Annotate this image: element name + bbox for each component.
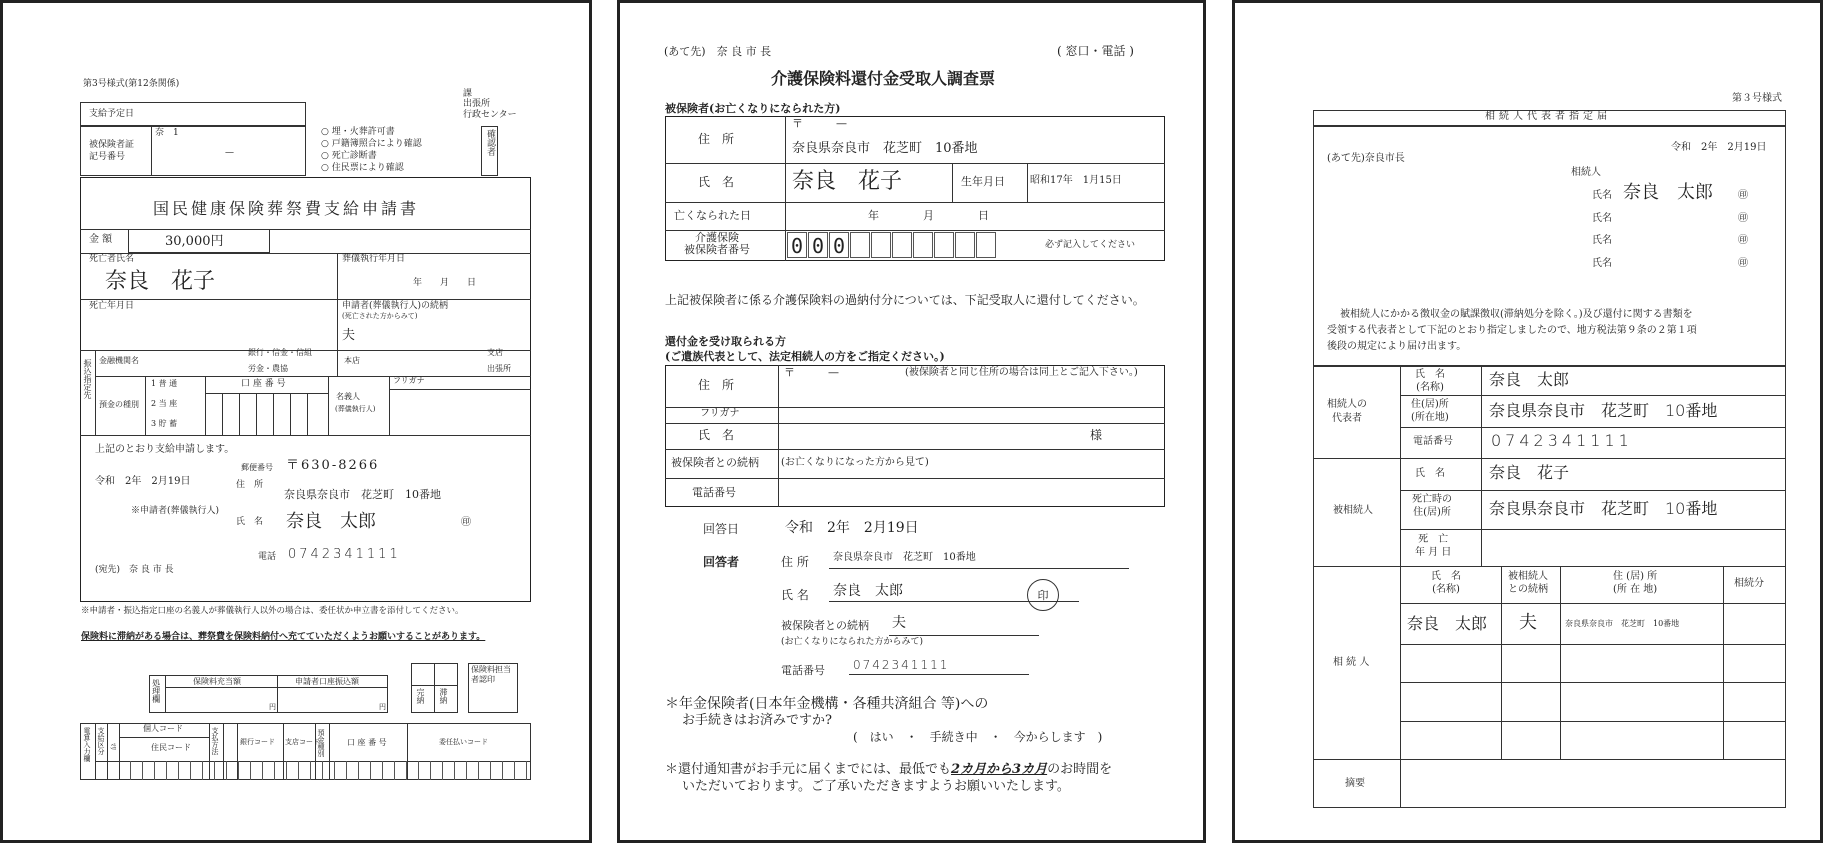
heir-row-name[interactable]: 奈良 太郎 (1407, 614, 1488, 633)
col-relation: 被相続人 との続柄 (1508, 571, 1548, 595)
addressee: (宛先) 奈 良 市 長 (95, 565, 174, 575)
bottom-h-class: 支給区分 (97, 727, 105, 755)
refund-note-1: ＊還付通知書がお手元に届くまでには、最低でも2カ月から3カ月のお時間を (665, 762, 1113, 777)
processing-label: 処理欄 (151, 679, 161, 703)
care-no-digit: 0 (808, 232, 828, 258)
addressee: (あて先) 奈 良 市 長 (664, 45, 772, 58)
care-no-digit: 0 (829, 232, 849, 258)
rep-label: 相続人の 代表者 (1327, 399, 1367, 424)
insured-heading: 被保険者(お亡くなりになられた方) (665, 102, 841, 115)
form-title: 国民健康保険葬祭費支給申請書 (153, 199, 420, 218)
furigana-label: フリガナ (393, 376, 425, 385)
sama: 様 (1090, 428, 1103, 442)
rec-name-label: 氏 名 (698, 428, 735, 442)
heir-name-label-2: 氏名 (1592, 213, 1612, 224)
rep-name-label: 氏 名 (名称) (1415, 369, 1445, 393)
transfer-label: 振込指定先 (83, 359, 92, 399)
bottom-h-delegate: 委任払いコード (439, 738, 488, 746)
check-burial[interactable]: ○ 埋・火葬許可書 (321, 127, 395, 137)
refund-statement: 上記被保険者に係る介護保険料の過納付分については、下記受取人に還付してください。 (665, 293, 1145, 307)
rec-phone-label: 電話番号 (692, 486, 736, 499)
insured-id-label: 被保険者証 記号番号 (89, 140, 135, 162)
pay-date-label: 支給予定日 (89, 109, 135, 119)
death-date[interactable]: 年 月 日 (868, 209, 989, 222)
yen-2: 円 (379, 703, 386, 711)
form-title: 相続人代表者指定届 (1485, 111, 1611, 122)
bottom-h-account: 口 座 番 号 (347, 738, 387, 747)
form-heir-representative (1232, 0, 1823, 843)
account-type-2[interactable]: 2 当 座 (151, 399, 178, 408)
holder-label: 名義人 (336, 392, 360, 401)
branch-office[interactable]: 出張所 (487, 364, 511, 373)
name-label: 氏 名 (236, 517, 264, 527)
address-label: 住 所 (698, 132, 735, 146)
bottom-h-payment: 支払方法 (211, 727, 219, 755)
col-address: 住 (居) 所 (所 在 地) (1613, 571, 1658, 595)
ans-address-label: 住 所 (781, 555, 809, 569)
ans-relation[interactable]: 夫 (892, 615, 906, 631)
seal-2: ㊞ (1738, 213, 1748, 224)
seal-circle: 印 (1027, 579, 1059, 611)
bottom-h-personal: 個人コード (143, 724, 183, 733)
rec-address-label: 住 所 (698, 378, 735, 392)
apply-date[interactable]: 令和 2年 2月19日 (95, 476, 191, 487)
check-resident[interactable]: ○ 住民票により確認 (321, 163, 404, 173)
ans-name[interactable]: 奈良 太郎 (833, 583, 903, 599)
charge-label: 保険料担当者認印 (471, 665, 511, 684)
amount-value: 30,000円 (165, 234, 224, 249)
applicant-relation[interactable]: 夫 (342, 328, 356, 343)
same-address-note: (被保険者と同じ住所の場合は同上とご記入下さい。) (905, 367, 1138, 378)
proc-col-1: 保険料充当額 (193, 677, 241, 686)
col-share: 相続分 (1734, 578, 1764, 589)
heir-name-1[interactable]: 奈良 太郎 (1623, 182, 1713, 203)
postal-mark[interactable]: 〒 — (792, 117, 847, 130)
rep-address-label: 住(居)所 (所在地) (1411, 399, 1449, 423)
bottom-h-resident: 住民コード (151, 743, 191, 752)
bank-label: 金融機関名 (99, 356, 139, 365)
deceased-name-label: 死亡者氏名 (89, 254, 135, 264)
rep-name[interactable]: 奈良 太郎 (1489, 370, 1570, 389)
ans-phone[interactable]: 0742341111 (853, 658, 950, 672)
account-no-label: 口 座 番 号 (241, 379, 286, 389)
form-funeral-expense (0, 0, 592, 843)
body-line-2: 受領する代表者として下記のとおり指定しましたので、地方税法第９条の２第１項 (1327, 325, 1697, 336)
ans-relation-label: 被保険者との続柄 (781, 619, 869, 632)
account-type-1[interactable]: 1 普 通 (151, 379, 178, 388)
pension-question-1: ＊年金保険者(日本年金機構・各種共済組合 等)への (665, 696, 989, 712)
rec-furigana-label: フリガナ (700, 408, 740, 419)
rec-postal-mark[interactable]: 〒 — (784, 366, 839, 379)
yen-1: 円 (269, 703, 276, 711)
applicant-relation-note: (死亡された方からみて) (342, 312, 418, 320)
must-fill-note: 必ず記入してください (1045, 240, 1136, 250)
form-title: 介護保険料還付金受取人調査票 (771, 69, 996, 88)
form-care-insurance-refund (617, 0, 1206, 843)
death-label: 亡くなられた日 (674, 209, 751, 222)
holder-note: (葬儀執行人) (335, 405, 376, 413)
heir-name-label-1: 氏名 (1592, 190, 1612, 201)
phone-label: 電話 (258, 552, 277, 562)
check-death-cert[interactable]: ○ 死亡診断書 (321, 151, 377, 161)
pension-options[interactable]: ( はい ・ 手続き中 ・ 今からします ) (853, 730, 1103, 744)
heir-name-label-3: 氏名 (1592, 235, 1612, 246)
bank-types-2[interactable]: 労金・農協 (248, 364, 288, 373)
insured-address[interactable]: 奈良県奈良市 花芝町 10番地 (792, 141, 978, 156)
heirs-label: 相 続 人 (1333, 657, 1370, 668)
dec-name-label: 氏 名 (1415, 468, 1445, 479)
ans-phone-label: 電話番号 (781, 664, 825, 677)
answerer-label: 回答者 (703, 555, 740, 569)
bottom-h-branch: 支店コード (285, 738, 320, 746)
heir-row-relation[interactable]: 夫 (1519, 612, 1537, 633)
confirm-label: 確認者 (485, 129, 495, 156)
dec-address[interactable]: 奈良県奈良市 花芝町 10番地 (1489, 499, 1718, 518)
addressee: (あて先)奈良市長 (1327, 153, 1405, 164)
input-grid[interactable] (119, 761, 531, 780)
overdue-label: 滞納 (439, 688, 448, 704)
dec-date-label: 死 亡 年 月 日 (1415, 534, 1452, 558)
applicant-phone[interactable]: 0742341111 (288, 547, 401, 562)
dec-name[interactable]: 奈良 花子 (1489, 463, 1570, 482)
bank-types[interactable]: 銀行・信金・信組 (248, 348, 312, 357)
dec-address-label: 死亡時の 住(居)所 (1412, 494, 1452, 518)
paid-label: 完納 (416, 688, 425, 704)
seal-4: ㊞ (1738, 258, 1748, 269)
care-no-label: 介護保険 被保険者番号 (684, 231, 750, 257)
form-number: 第3号様式(第12条関係) (83, 79, 180, 89)
account-type-3[interactable]: 3 貯 蓄 (151, 419, 178, 428)
rep-address[interactable]: 奈良県奈良市 花芝町 10番地 (1489, 401, 1718, 420)
recipient-sub: (ご遺族代表として、法定相続人の方をご指定ください。) (665, 350, 945, 363)
applicant-label: ※申請者(葬儀執行人) (131, 506, 220, 516)
branch-main[interactable]: 本店 (344, 356, 360, 365)
applicant-name[interactable]: 奈良 太郎 (286, 511, 376, 532)
bottom-h-deposit: 預金種別 (317, 729, 325, 757)
account-type-label: 預金の種別 (99, 400, 139, 409)
bottom-h-mari: ﾏﾘ (109, 743, 117, 750)
name-label: 氏 名 (698, 175, 735, 189)
ans-relation-note: (お亡くなりになられた方からみて) (781, 637, 924, 647)
col-name: 氏 名 (名称) (1431, 571, 1461, 595)
amount-label: 金 額 (89, 234, 113, 245)
rec-relation-note: (お亡くなりになった方から見て) (781, 457, 929, 468)
body-line-3: 後段の規定により届け出ます。 (1327, 341, 1467, 352)
funeral-date-label: 葬儀執行年月日 (342, 254, 406, 264)
refund-note-2: いただいております。ご了承いただきますようお願いいたします。 (682, 779, 1070, 794)
bottom-h-bank: 銀行コード (240, 738, 275, 746)
answer-date[interactable]: 令和 2年 2月19日 (785, 520, 919, 536)
postal-code[interactable]: 〒630-8266 (286, 458, 380, 473)
address-label: 住 所 (236, 480, 264, 490)
window-phone: ( 窓口・電話 ) (1057, 44, 1134, 58)
pension-question-2: お手続きはお済みですか? (682, 713, 832, 728)
applicant-seal: ㊞ (461, 517, 471, 528)
heir-name-label-4: 氏名 (1592, 258, 1612, 269)
proc-col-2: 申請者口座振込額 (295, 677, 359, 686)
postal-label: 郵便番号 (241, 463, 273, 472)
insured-id-prefix: 奈 1 (155, 128, 179, 138)
funeral-date[interactable]: 年 月 日 (413, 278, 477, 288)
seal-1: ㊞ (1738, 190, 1748, 201)
branch[interactable]: 支店 (487, 348, 503, 357)
rec-relation-label: 被保険者との続柄 (671, 456, 759, 469)
seal-3: ㊞ (1738, 235, 1748, 246)
section-label: 課 出張所 行政センター (463, 89, 517, 120)
birth-date[interactable]: 昭和17年 1月15日 (1030, 175, 1122, 186)
note-delegation: ※申請者・振込指定口座の名義人が葬儀執行人以外の場合は、委任状か申立書を添付してください。 (81, 606, 464, 616)
ans-address[interactable]: 奈良県奈良市 花芝町 10番地 (833, 552, 976, 563)
note-arrears: 保険料に滞納がある場合は、葬祭費を保険料納付へ充てていただくようお願いすることがあります。 (81, 632, 486, 642)
birth-label: 生年月日 (961, 175, 1005, 188)
form-number: 第３号様式 (1732, 93, 1782, 104)
apply-text: 上記のとおり支給申請します。 (95, 444, 235, 455)
rep-phone-label: 電話番号 (1413, 436, 1453, 447)
heir-label: 相続人 (1571, 167, 1601, 178)
ans-name-label: 氏 名 (781, 588, 809, 602)
declaration-date[interactable]: 令和 2年 2月19日 (1671, 142, 1767, 153)
applicant-address[interactable]: 奈良県奈良市 花芝町 10番地 (284, 488, 441, 501)
bottom-h-input: 電算入力欄 (83, 727, 91, 762)
applicant-relation-label: 申請者(葬儀執行人)の続柄 (342, 301, 449, 311)
recipient-heading: 還付金を受け取られる方 (665, 335, 786, 348)
insured-id-dash: — (225, 148, 234, 158)
answer-date-label: 回答日 (703, 522, 740, 536)
body-line-1: 被相続人にかかる徴収金の賦課徴収(滞納処分を除く。)及び還付に関する書類を (1340, 309, 1693, 320)
heir-row-address[interactable]: 奈良県奈良市 花芝町 10番地 (1565, 619, 1680, 628)
deceased-label: 被相続人 (1333, 505, 1373, 516)
rep-phone[interactable]: 0742341111 (1491, 431, 1633, 450)
care-no-digit: 0 (787, 232, 807, 258)
insured-name[interactable]: 奈良 花子 (792, 169, 903, 194)
remarks-label: 摘要 (1345, 778, 1365, 789)
check-registry[interactable]: ○ 戸籍簿照合により確認 (321, 139, 422, 149)
deceased-name[interactable]: 奈良 花子 (105, 269, 216, 294)
death-date-label: 死亡年月日 (89, 301, 135, 311)
care-no-cells[interactable] (787, 232, 998, 258)
